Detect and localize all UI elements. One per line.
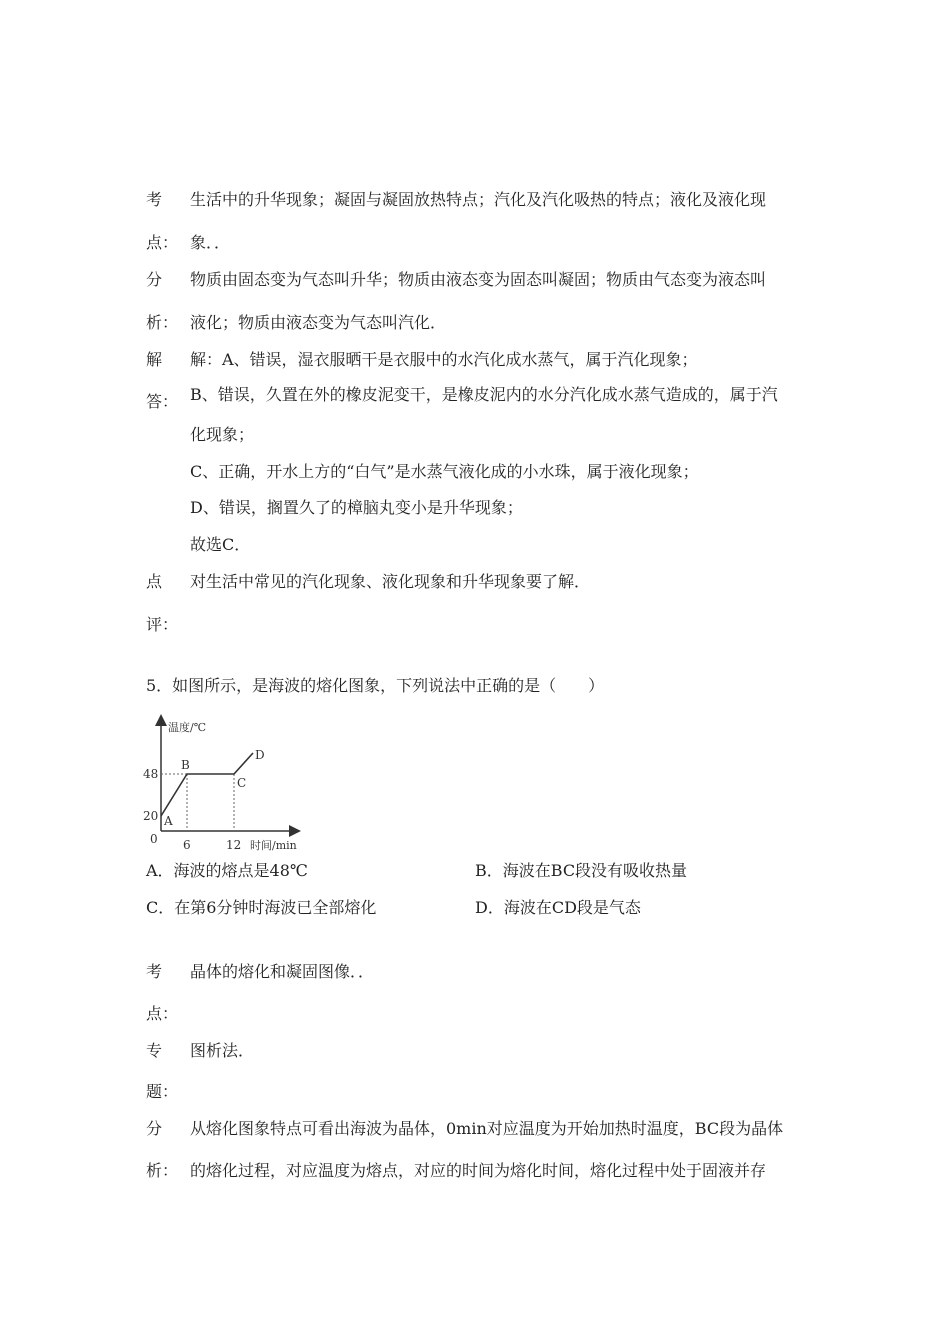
- kaodian-label-2: 点：: [146, 233, 179, 252]
- jieda-line: B、错误，久置在外的橡皮泥变干，是橡皮泥内的水分汽化成水蒸气造成的，属于汽: [190, 385, 778, 404]
- fenxi-label-1: 分: [146, 270, 163, 289]
- point-label-c: C: [237, 776, 247, 790]
- option-d[interactable]: D．海波在CD段是气态: [475, 898, 641, 917]
- zhuanti-label-1: 专: [146, 1041, 163, 1060]
- kaodian-text-1: 生活中的升华现象；凝固与凝固放热特点；汽化及汽化吸热的特点；液化及液化现: [190, 190, 767, 209]
- jieda-line: 解：A、错误，湿衣服晒干是衣服中的水汽化成水蒸气，属于汽化现象；: [190, 350, 698, 369]
- jieda-label-2: 答：: [146, 392, 179, 411]
- origin-label: 0: [150, 832, 158, 846]
- point-label-b: B: [181, 758, 190, 772]
- zhuanti-label-2: 题：: [146, 1082, 179, 1101]
- point-label-d: D: [255, 748, 265, 762]
- option-c[interactable]: C．在第6分钟时海波已全部熔化: [146, 898, 377, 917]
- jieda-line: 化现象；: [190, 425, 255, 444]
- jieda-label-1: 解: [146, 350, 163, 369]
- option-a[interactable]: A．海波的熔点是48℃: [146, 861, 308, 880]
- kaodian2-label-2: 点：: [146, 1004, 179, 1023]
- kaodian2-label-1: 考: [146, 962, 163, 981]
- y-tick-20: 20: [143, 809, 159, 823]
- x-tick-6: 6: [183, 838, 191, 852]
- zhuanti-text: 图析法．: [190, 1041, 255, 1060]
- kaodian2-text: 晶体的熔化和凝固图像．．: [190, 962, 375, 981]
- dianping-label-2: 评：: [146, 615, 179, 634]
- melting-graph: [140, 713, 310, 853]
- fenxi2-label-1: 分: [146, 1119, 163, 1138]
- fenxi2-text-1: 从熔化图象特点可看出海波为晶体，0min对应温度为开始加热时温度，BC段为晶体: [190, 1119, 784, 1138]
- fenxi2-text-2: 的熔化过程，对应温度为熔点，对应的时间为熔化时间，熔化过程中处于固液并存: [190, 1161, 767, 1180]
- y-tick-48: 48: [143, 767, 159, 781]
- kaodian-text-2: 象．．: [190, 233, 231, 252]
- y-axis-label: 温度/℃: [168, 721, 207, 734]
- point-label-a: A: [164, 814, 173, 828]
- question-stem: 5．如图所示，是海波的熔化图象，下列说法中正确的是（ ）: [146, 676, 605, 695]
- kaodian-label-1: 考: [146, 190, 163, 209]
- dianping-label-1: 点: [146, 572, 163, 591]
- jieda-line: D、错误，搁置久了的樟脑丸变小是升华现象；: [190, 498, 523, 517]
- x-axis-label: 时间/min: [250, 839, 297, 852]
- dianping-text: 对生活中常见的汽化现象、液化现象和升华现象要了解．: [190, 572, 591, 591]
- option-b[interactable]: B．海波在BC段没有吸收热量: [475, 861, 688, 880]
- jieda-line: 故选C．: [190, 535, 251, 554]
- fenxi-text-1: 物质由固态变为气态叫升华；物质由液态变为固态叫凝固；物质由气态变为液态叫: [190, 270, 767, 289]
- jieda-line: C、正确，开水上方的“白气”是水蒸气液化成的小水珠，属于液化现象；: [190, 462, 699, 481]
- x-tick-12: 12: [226, 838, 242, 852]
- fenxi-text-2: 液化；物质由液态变为气态叫汽化．: [190, 313, 447, 332]
- fenxi2-label-2: 析：: [146, 1161, 179, 1180]
- fenxi-label-2: 析：: [146, 313, 179, 332]
